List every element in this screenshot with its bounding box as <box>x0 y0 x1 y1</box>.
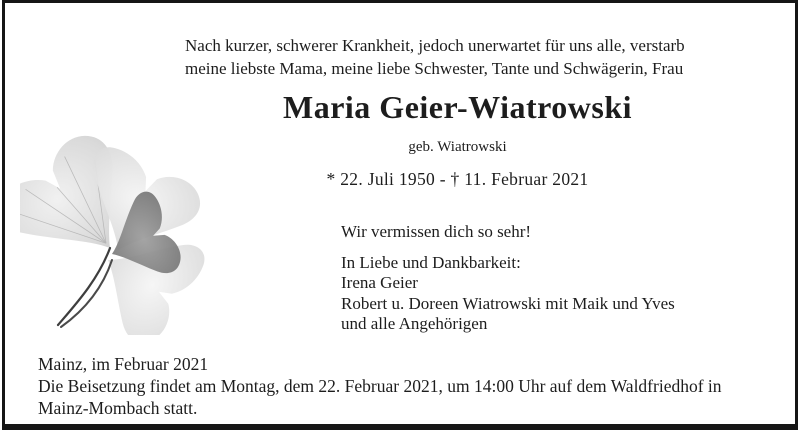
leaf-stem <box>58 248 110 325</box>
funeral-block <box>38 353 745 419</box>
intro-line: meine liebste Mama, meine liebe Schwester, Tante und Schwägerin, Frau <box>185 59 684 78</box>
condolence-block <box>341 222 675 335</box>
maiden-name: geb. Wiatrowski <box>408 139 507 155</box>
mourner-name: Robert u. Doreen Wiatrowski mit Maik und Yves <box>341 293 675 313</box>
ginkgo-leaf-image <box>20 130 205 335</box>
mourning-line: Wir vermissen dich so sehr! <box>341 222 532 241</box>
obituary-notice-frame <box>2 0 798 430</box>
place-date: Mainz, im Februar 2021 <box>38 354 209 374</box>
mourner-name: Irena Geier <box>341 273 418 292</box>
intro-line: Nach kurzer, schwerer Krankheit, jedoch unerwartet für uns alle, verstarb <box>185 36 685 55</box>
mourner-name: und alle Angehörigen <box>341 314 488 333</box>
funeral-info: Die Beisetzung findet am Montag, dem 22. Februar 2021, um 14:00 Uhr auf dem Waldfriedhof in Mainz-Mombach statt. <box>38 376 722 418</box>
life-dates: * 22. Juli 1950 - † 11. Februar 2021 <box>326 169 589 189</box>
closing-line: In Liebe und Dankbarkeit: <box>341 252 521 272</box>
deceased-name: Maria Geier-Wiatrowski <box>283 89 632 125</box>
leaf-stem <box>61 260 112 327</box>
intro-text <box>185 34 765 80</box>
